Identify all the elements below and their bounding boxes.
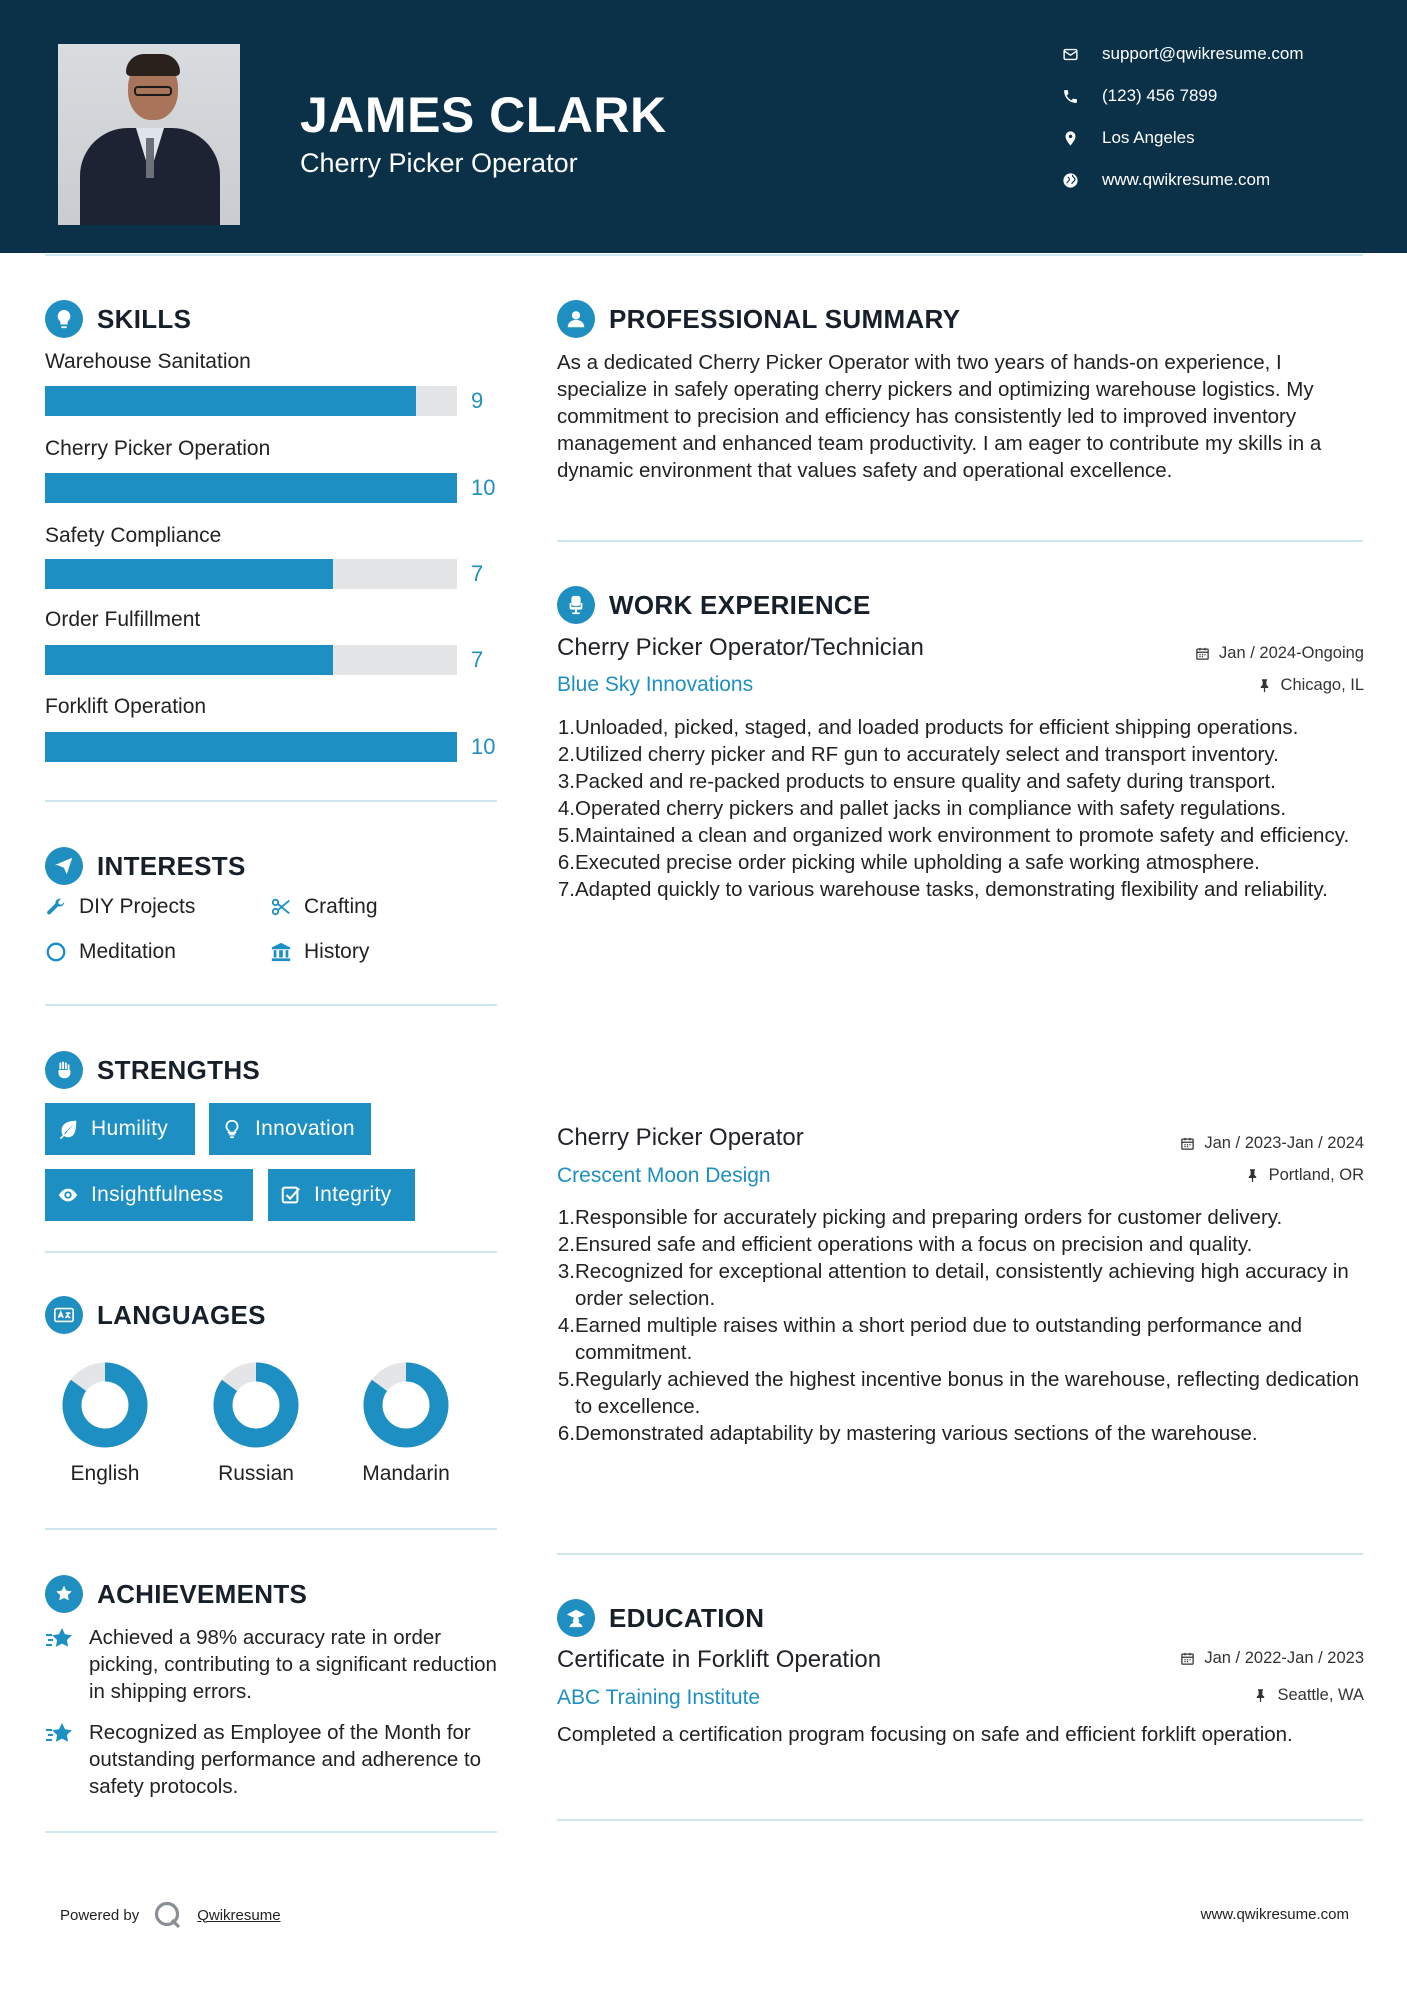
- job-title: Cherry Picker Operator/Technician: [557, 634, 924, 661]
- list-item: 5. Regularly achieved the highest incentive bonus in the warehouse, reflecting dedication to excellence.: [557, 1366, 1369, 1420]
- skill-name: Forklift Operation: [45, 695, 207, 718]
- circle-icon: [45, 941, 67, 963]
- bullet-text: Responsible for accurately picking and preparing orders for customer delivery.: [575, 1206, 1283, 1229]
- skill-bar-fill: [45, 386, 416, 416]
- list-item: 1. Responsible for accurately picking and preparing orders for customer delivery.: [557, 1206, 1283, 1229]
- star-icon: [45, 1721, 75, 1749]
- eye-icon: [57, 1184, 79, 1206]
- wrench-icon: [45, 896, 67, 918]
- interests-section-title: [45, 847, 246, 885]
- education-description: Completed a certification program focusing on safe and efficient forklift operation.: [557, 1723, 1293, 1746]
- skill-value: 7: [471, 561, 484, 586]
- award-icon: [45, 1575, 83, 1613]
- strength-chip: [45, 1169, 253, 1221]
- bullet-text: Ensured safe and efficient operations with a focus on precision and quality.: [575, 1233, 1253, 1256]
- brand-link[interactable]: Qwikresume: [197, 1906, 281, 1924]
- contact-location-text: Los Angeles: [1102, 128, 1195, 147]
- list-item: 7. Adapted quickly to various warehouse tasks, demonstrating flexibility and reliability.: [557, 878, 1328, 901]
- strength-label: Integrity: [314, 1183, 392, 1206]
- bullet-text: Packed and re-packed products to ensure quality and safety during transport.: [575, 770, 1276, 793]
- achievement-text: Achieved a 98% accuracy rate in order picking, contributing to a significant reduction in shipping errors.: [89, 1626, 497, 1703]
- language-item: [196, 1362, 316, 1486]
- job-bullets: [557, 1204, 1369, 1447]
- job-location-text: Portland, OR: [1268, 1166, 1364, 1184]
- bullet-text: Recognized for exceptional attention to detail, consistently achieving high accuracy in order selection.: [575, 1260, 1349, 1310]
- contact-location: [1062, 123, 1382, 153]
- skill-value: 10: [471, 734, 496, 759]
- list-item: 2. Ensured safe and efficient operations with a focus on precision and quality.: [557, 1233, 1253, 1256]
- skill-name: Cherry Picker Operation: [45, 437, 271, 460]
- language-name: Russian: [218, 1462, 294, 1485]
- company-name: Crescent Moon Design: [557, 1164, 771, 1187]
- qwikresume-logo-icon: [153, 1900, 183, 1930]
- job-location: [1257, 676, 1364, 695]
- language-item: [45, 1362, 165, 1486]
- skill-value: 10: [471, 475, 496, 500]
- interest-item: [270, 895, 378, 919]
- skill-bar: [45, 473, 457, 503]
- job-dates: [1180, 1134, 1364, 1153]
- contact-email-text: support@qwikresume.com: [1102, 44, 1304, 63]
- leaf-icon: [57, 1118, 79, 1140]
- bullet-text: Demonstrated adaptability by mastering various sections of the warehouse.: [575, 1422, 1258, 1445]
- divider: [45, 1251, 497, 1253]
- skill-bar: [45, 732, 457, 762]
- divider: [45, 1528, 497, 1530]
- contact-phone[interactable]: [1062, 81, 1382, 111]
- languages-heading: LANGUAGES: [97, 1299, 266, 1330]
- strength-label: Insightfulness: [91, 1183, 224, 1206]
- divider: [557, 1819, 1363, 1821]
- interest-item: [45, 940, 176, 964]
- achievement-text: Recognized as Employee of the Month for outstanding performance and adherence to safety protocols.: [89, 1721, 482, 1798]
- chair-icon: [557, 586, 595, 624]
- language-name: Mandarin: [362, 1462, 450, 1485]
- footer-website[interactable]: www.qwikresume.com: [1200, 1906, 1349, 1923]
- achievement-item: [45, 1624, 500, 1705]
- skill-value: 7: [471, 647, 484, 672]
- bullet-text: Executed precise order picking while upholding a safe working atmosphere.: [575, 851, 1260, 874]
- list-item: 6. Demonstrated adaptability by mastering various sections of the warehouse.: [557, 1422, 1258, 1445]
- language-item: [346, 1362, 466, 1486]
- map-pin-icon: [1062, 130, 1079, 147]
- list-item: 5. Maintained a clean and organized work environment to promote safety and efficiency.: [557, 824, 1350, 847]
- interest-label: Meditation: [79, 940, 176, 963]
- user-icon: [557, 300, 595, 338]
- lightbulb-icon: [221, 1118, 243, 1140]
- list-item: 1. Unloaded, picked, staged, and loaded products for efficient shipping operations.: [557, 716, 1299, 739]
- skill-bar-fill: [45, 732, 457, 762]
- summary-section-title: [557, 300, 960, 338]
- achievements-heading: ACHIEVEMENTS: [97, 1578, 308, 1609]
- paper-plane-icon: [45, 847, 83, 885]
- skill-bar-fill: [45, 645, 333, 675]
- strengths-section-title: [45, 1051, 260, 1089]
- globe-icon: [1062, 172, 1079, 189]
- list-item: 6. Executed precise order picking while upholding a safe working atmosphere.: [557, 851, 1260, 874]
- strength-chip: [209, 1103, 371, 1155]
- divider: [557, 1553, 1363, 1555]
- check-square-icon: [280, 1184, 302, 1206]
- education-dates: [1180, 1649, 1364, 1668]
- education-dates-text: Jan / 2022-Jan / 2023: [1204, 1649, 1364, 1667]
- strengths-heading: STRENGTHS: [97, 1054, 261, 1085]
- experience-section-title: [557, 586, 871, 624]
- pushpin-icon: [1253, 1688, 1268, 1703]
- divider: [557, 540, 1363, 542]
- skill-name: Warehouse Sanitation: [45, 350, 251, 373]
- language-donut: [213, 1362, 299, 1448]
- graduate-icon: [557, 1599, 595, 1637]
- pushpin-icon: [1257, 678, 1272, 693]
- experience-heading: WORK EXPERIENCE: [609, 589, 871, 620]
- job-dates-text: Jan / 2023-Jan / 2024: [1204, 1134, 1364, 1152]
- contact-email[interactable]: [1062, 39, 1382, 69]
- job-location: [1245, 1166, 1364, 1185]
- interest-item: [45, 895, 195, 919]
- bullet-text: Utilized cherry picker and RF gun to accurately select and transport inventory.: [575, 743, 1279, 766]
- calendar-icon: [1180, 1651, 1195, 1666]
- strength-label: Humility: [91, 1117, 169, 1140]
- pushpin-icon: [1245, 1168, 1260, 1183]
- language-name: English: [70, 1462, 140, 1485]
- resume-header: [0, 0, 1407, 253]
- list-item: 4. Earned multiple raises within a short period due to outstanding performance and commitment.: [557, 1312, 1369, 1366]
- list-item: 2. Utilized cherry picker and RF gun to accurately select and transport inventory.: [557, 743, 1279, 766]
- contact-phone-text: (123) 456 7899: [1102, 86, 1218, 105]
- bullet-text: Regularly achieved the highest incentive bonus in the warehouse, reflecting dedication to excellence.: [575, 1368, 1360, 1418]
- strength-chip: [268, 1169, 415, 1221]
- bullet-text: Earned multiple raises within a short period due to outstanding performance and commitment.: [575, 1314, 1303, 1364]
- job-dates-text: Jan / 2024-Ongoing: [1219, 644, 1364, 662]
- bullet-text: Maintained a clean and organized work environment to promote safety and efficiency.: [575, 824, 1350, 847]
- education-heading: EDUCATION: [609, 1602, 765, 1633]
- job-title: Cherry Picker Operator: [557, 1124, 804, 1151]
- divider: [45, 800, 497, 802]
- envelope-icon: [1062, 46, 1079, 63]
- interests-heading: INTERESTS: [97, 850, 246, 881]
- company-name: Blue Sky Innovations: [557, 673, 754, 696]
- achievement-item: [45, 1719, 500, 1800]
- summary-heading: PROFESSIONAL SUMMARY: [609, 303, 961, 334]
- education-section-title: [557, 1599, 764, 1637]
- bullet-text: Unloaded, picked, staged, and loaded products for efficient shipping operations.: [575, 716, 1299, 739]
- bullet-text: Operated cherry pickers and pallet jacks in compliance with safety regulations.: [575, 797, 1287, 820]
- education-location-text: Seattle, WA: [1277, 1686, 1364, 1704]
- strength-label: Innovation: [255, 1117, 355, 1140]
- skills-section-title: [45, 300, 191, 338]
- language-donut: [62, 1362, 148, 1448]
- institution-name: ABC Training Institute: [557, 1686, 761, 1709]
- job-dates: [1195, 644, 1364, 663]
- interest-item: [270, 940, 369, 964]
- list-item: 3. Recognized for exceptional attention to detail, consistently achieving high accuracy in order selection.: [557, 1258, 1369, 1312]
- education-location: [1253, 1686, 1364, 1705]
- job-location-text: Chicago, IL: [1280, 676, 1364, 694]
- candidate-title: Cherry Picker Operator: [300, 148, 578, 178]
- language-donut: [363, 1362, 449, 1448]
- skill-bar-fill: [45, 559, 333, 589]
- star-icon: [45, 1626, 75, 1654]
- powered-by-label: Powered by: [60, 1906, 140, 1924]
- phone-icon: [1062, 88, 1079, 105]
- list-item: 4. Operated cherry pickers and pallet jacks in compliance with safety regulations.: [557, 797, 1287, 820]
- skill-name: Safety Compliance: [45, 524, 222, 547]
- list-item: 3. Packed and re-packed products to ensure quality and safety during transport.: [557, 770, 1276, 793]
- skill-bar: [45, 386, 457, 416]
- skill-bar: [45, 645, 457, 675]
- powered-by: [60, 1900, 281, 1930]
- header-divider: [45, 254, 1363, 256]
- calendar-icon: [1195, 646, 1210, 661]
- summary-text: As a dedicated Cherry Picker Operator with two years of hands-on experience, I specialize in safely operating cherry pickers and optimizing warehouse logistics. My commitment to precision and efficiency has consistently led to improved inventory management and enhanced team productivity. I am eager to contribute my skills in a dynamic environment that values safety and operational excellence.: [557, 351, 1322, 482]
- language-icon: [45, 1296, 83, 1334]
- skill-bar: [45, 559, 457, 589]
- fist-icon: [45, 1051, 83, 1089]
- education-title: Certificate in Forklift Operation: [557, 1646, 882, 1673]
- achievements-section-title: [45, 1575, 307, 1613]
- calendar-icon: [1180, 1136, 1195, 1151]
- lightbulb-icon: [45, 300, 83, 338]
- contact-website-text: www.qwikresume.com: [1102, 170, 1271, 189]
- divider: [45, 1004, 497, 1006]
- profile-photo: [58, 44, 240, 225]
- languages-section-title: [45, 1296, 266, 1334]
- skill-value: 9: [471, 388, 484, 413]
- interest-label: Crafting: [304, 895, 378, 918]
- interest-label: DIY Projects: [79, 895, 196, 918]
- skills-heading: SKILLS: [97, 303, 192, 334]
- candidate-name: JAMES CLARK: [300, 87, 667, 143]
- skill-bar-fill: [45, 473, 457, 503]
- divider: [45, 1831, 497, 1833]
- strength-chip: [45, 1103, 195, 1155]
- job-bullets: [557, 714, 1369, 903]
- skill-name: Order Fulfillment: [45, 608, 201, 631]
- bullet-text: Adapted quickly to various warehouse tasks, demonstrating flexibility and reliability.: [575, 878, 1328, 901]
- interest-label: History: [304, 940, 370, 963]
- contact-website[interactable]: [1062, 165, 1382, 195]
- museum-icon: [270, 941, 292, 963]
- scissors-icon: [270, 896, 292, 918]
